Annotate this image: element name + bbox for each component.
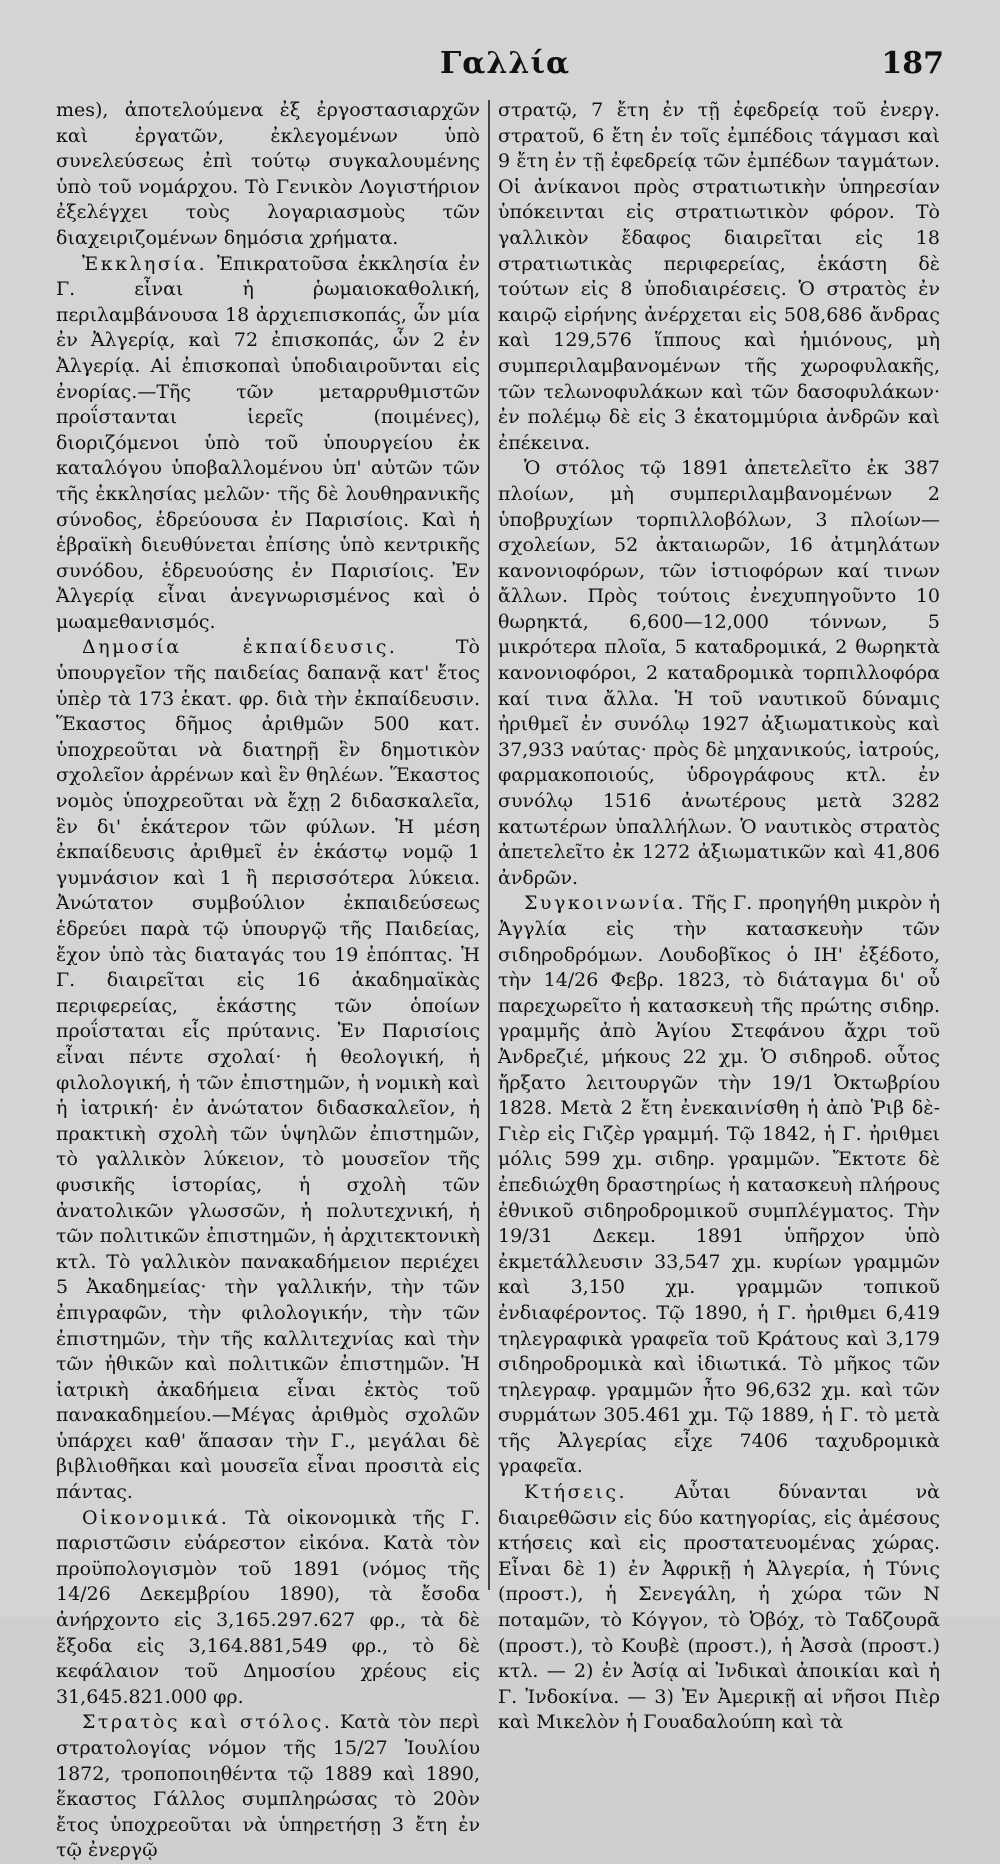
paragraph-communications [498,891,940,1480]
section-heading-army: Στρατὸς καὶ στόλος. [82,1711,333,1734]
paragraph-army-cont [498,98,940,456]
paragraph-possessions [498,1480,940,1736]
right-column [498,98,940,1734]
section-heading-church: Ἐκκλησία. [82,252,208,275]
running-title: Γαλλία [440,46,571,81]
section-heading-communications: Συγκοινωνία. [524,892,687,915]
paragraph-text: Τὸ ὑπουργεῖον τῆς παιδείας δαπανᾷ κατ' ἔτος ὑπὲρ τὰ 173 ἑκατ. φρ. διὰ τὴν ἐκπαίδευσιν. Ἕκαστος δῆμος ἀριθμῶν 500 κατ. ὑποχρεοῦται νὰ διατηρῇ ἓν δημοτικὸν σχολεῖον ἀρρένων καὶ ἓν θηλέων. Ἕκαστος νομὸς ὑποχρεοῦται νὰ ἔχῃ 2 διδασκαλεῖα, ἓν δι' ἑκάτερον τῶν φύλων. Ἡ μέση ἐκπαίδευσις ἀριθμεῖ ἐν ἑκάστῳ νομῷ 1 γυμνάσιον καὶ 1 ἢ περισσότερα λύκεια. Ἀνώτατον συμβούλιον ἐκπαιδεύσεως ἑδρεύει παρὰ τῷ ὑπουργῷ τῆς Παιδείας, ἔχον ὑπὸ τὰς διαταγάς του 19 ἐπόπτας. Ἡ Γ. διαιρεῖται εἰς 16 ἀκαδημαϊκὰς περιφερείας, ἑκάστης τῶν ὁποίων προΐσταται εἷς πρύτανις. Ἐν Παρισίοις εἶναι πέντε σχολαί· ἡ θεολογική, ἡ φιλολογική, ἡ τῶν ἐπιστημῶν, ἡ νομικὴ καὶ ἡ ἰατρική· ἐν ἀνώτατον διδασκαλεῖον, ἡ πρακτικὴ σχολὴ τῶν ὑψηλῶν ἐπιστημῶν, τὸ γαλλικὸν λύκειον, τὸ μουσεῖον τῆς φυσικῆς ἱστορίας, ἡ σχολὴ τῶν ἀνατολικῶν γλωσσῶν, ἡ πολυτεχνική, ἡ τῶν πολιτικῶν ἐπιστημῶν, ἡ ἀρχιτεκτονικὴ κτλ. Τὸ γαλλικὸν πανακαδήμειον περιέχει 5 Ἀκαδημείας· τὴν γαλλικήν, τὴν τῶν ἐπιγραφῶν, τὴν φιλολογικήν, τὴν τῶν ἐπιστημῶν, τὴν τῆς καλλιτεχνίας καὶ τὴν τῶν ἠθικῶν καὶ πολιτικῶν ἐπιστημῶν. Ἡ ἰατρικὴ ἀκαδήμεια εἶναι ἐκτὸς τοῦ πανακαδημείου.—Μέγας ἀριθμὸς σχολῶν ὑπάρχει καθ' ἅπασαν τὴν Γ., μεγάλαι δὲ βιβλιοθῆκαι καὶ μουσεῖα εἶναι προσιτὰ εἰς πάντας. [56,636,480,1504]
paragraph-courts [56,98,480,252]
paragraph-navy [498,456,940,891]
section-heading-possessions: Κτήσεις. [524,1481,628,1504]
paragraph-text: Τὰ οἰκονομικὰ τῆς Γ. παριστῶσιν εὐάρεστον εἰκόνα. Κατὰ τὸν προϋπολογισμὸν τοῦ 1891 (νόμος τῆς 14/26 Δεκεμβρίου 1890), τὰ ἔσοδα ἀνήρχοντο εἰς 3,165.297.627 φρ., τὰ δὲ ἔξοδα εἰς 3,164.881,549 φρ., τὸ δὲ κεφάλαιον τοῦ Δημοσίου χρέους εἰς 31,645.821.000 φρ. [56,1506,480,1708]
paragraph-text: mes), ἀποτελούμενα ἐξ ἐργοστασιαρχῶν καὶ ἐργατῶν, ἐκλεγομένων ὑπὸ συνελεύσεως ἐπὶ τούτῳ συγκαλουμένης ὑπὸ τοῦ νομάρχου. Τὸ Γενικὸν Λογιστήριον ἐξελέγχει τοὺς λογαριασμοὺς τῶν διαχειριζομένων δημόσια χρήματα. [56,99,480,249]
paragraph-education [56,635,480,1505]
paragraph-text: Αὗται δύνανται νὰ διαιρεθῶσιν εἰς δύο κατηγορίας, εἰς ἀμέσους κτήσεις καὶ εἰς προστατευομένας χώρας. Εἶναι δὲ 1) ἐν Ἀφρικῇ ἡ Ἀλγερία, ἡ Τύνις (προστ.), ἡ Σενεγάλη, ἡ χώρα τῶν Ν ποταμῶν, τὸ Κόγγον, τὸ Ὀβόχ, τὸ Ταδζουρᾶ (προστ.), τὸ Κουβὲ (προστ.), ἡ Ἀσσὰ (προστ.) κτλ. — 2) ἐν Ἀσίᾳ αἱ Ἰνδικαὶ ἀποικίαι καὶ ἡ Γ. Ἰνδοκίνα. — 3) Ἐν Ἀμερικῇ αἱ νῆσοι Πιὲρ καὶ Μικελὸν ἡ Γουαδαλούπη καὶ τὰ [498,1481,940,1734]
paragraph-text: Κατὰ τὸν περὶ στρατολογίας νόμον τῆς 15/27 Ἰουλίου 1872, τροποποιηθέντα τῷ 1889 καὶ 1890, ἕκαστος Γάλλος συμπληρώσας τὸ 20ὸν ἔτος ὑποχρεοῦται νὰ ὑπηρετήσῃ 3 ἔτη ἐν τῷ ἐνεργῷ [56,1711,480,1862]
paragraph-church [56,252,480,636]
running-head [0,46,1000,90]
paragraph-text: Ἐπικρατοῦσα ἐκκλησία ἐν Γ. εἶναι ἡ ῥωμαιοκαθολική, περιλαμβάνουσα 18 ἀρχιεπισκοπάς, ὧν μία ἐν Ἀλγερίᾳ, καὶ 72 ἐπισκοπάς, ὧν 2 ἐν Ἀλγερίᾳ. Αἱ ἐπισκοπαὶ ὑποδιαιροῦνται εἰς ἐνορίας.—Τῆς τῶν μεταρρυθμιστῶν προΐστανται ἱερεῖς (ποιμένες), διοριζόμενοι ὑπὸ τοῦ ὑπουργείου ἐκ καταλόγου ὑποβαλλομένου ὑπ' αὐτῶν τῶν τῆς ἐκκλησίας μελῶν· τῆς δὲ λουθηρανικῆς σύνοδος, ἑδρεύουσα ἐν Παρισίοις. Καὶ ἡ ἑβραϊκὴ διευθύνεται ἐπίσης ὑπὸ κεντρικῆς συνόδου, ἑδρευούσης ἐν Παρισίοις. Ἐν Ἀλγερίᾳ εἶναι ἀνεγνωρισμένος καὶ ὁ μωαμεθανισμός. [56,252,480,633]
page-number: 187 [881,46,944,81]
paragraph-finance [56,1506,480,1711]
paragraph-army [56,1710,480,1864]
paragraph-text: Ὁ στόλος τῷ 1891 ἀπετελεῖτο ἐκ 387 πλοίων, μὴ συμπεριλαμβανομένων 2 ὑποβρυχίων τορπιλλοβόλων, 3 πλοίων—σχολείων, 52 ἀκταιωρῶν, 16 ἀτμηλάτων κανονιοφόρων, τῶν ἱστιοφόρων καί τινων ἄλλων. Πρὸς τούτοις ἐνεχυπηγοῦντο 10 θωρηκτά, 6,600—12,000 τόννων, 5 μικρότερα πλοῖα, 5 καταδρομικά, 2 θωρηκτὰ κανονιοφόροι, 2 καταδρομικὰ τορπιλλοφόρα καί τινα ἄλλα. Ἡ τοῦ ναυτικοῦ δύναμις ἠριθμεῖ ἐν συνόλῳ 1927 ἀξιωματικοὺς καὶ 37,933 ναύτας· πρὸς δὲ μηχανικούς, ἰατρούς, φαρμακοποιούς, ὑδρογράφους κτλ. ἐν συνόλῳ 1516 ἀνωτέρους μετὰ 3282 κατωτέρων ὑπαλλήλων. Ὁ ναυτικὸς στρατὸς ἀπετελεῖτο ἐκ 1272 ἀξιωματικῶν καὶ 41,806 ἀνδρῶν. [498,457,940,889]
section-heading-finance: Οἰκονομικά. [82,1506,230,1529]
column-divider [488,100,490,1590]
paragraph-text: στρατῷ, 7 ἔτη ἐν τῇ ἐφεδρείᾳ τοῦ ἐνεργ. στρατοῦ, 6 ἔτη ἐν τοῖς ἐμπέδοις τάγμασι καὶ 9 ἔτη ἐν τῇ ἐφεδρείᾳ τῶν ἐμπέδων ταγμάτων. Οἱ ἀνίκανοι πρὸς στρατιωτικὴν ὑπηρεσίαν ὑπόκεινται εἰς στρατιωτικὸν φόρον. Τὸ γαλλικὸν ἔδαφος διαιρεῖται εἰς 18 στρατιωτικὰς περιφερείας, ἑκάστη δὲ τούτων εἰς 8 ὑποδιαιρέσεις. Ὁ στρατὸς ἐν καιρῷ εἰρήνης ἀνέρχεται εἰς 508,686 ἄνδρας καὶ 129,576 ἵππους καὶ ἡμιόνους, μὴ συμπεριλαμβανομένων τῆς χωροφυλακῆς, τῶν τελωνοφυλάκων καὶ τῶν δασοφυλάκων· ἐν πολέμῳ δὲ εἰς 3 ἑκατομμύρια ἀνδρῶν καὶ ἐπέκεινα. [498,99,940,454]
paragraph-text: Τῆς Γ. προηγήθη μικρὸν ἡ Ἀγγλία εἰς τὴν κατασκευὴν τῶν σιδηροδρόμων. Λουδοβῖκος ὁ ΙΗ' ἐξέδοτο, τὴν 14/26 Φεβρ. 1823, τὸ διάταγμα δι' οὗ παρεχωρεῖτο ἡ κατασκευὴ τῆς πρώτης σιδηρ. γραμμῆς ἀπὸ Ἁγίου Στεφάνου ἄχρι τοῦ Ἀνδρεζιέ, μήκους 22 χμ. Ὁ σιδηροδ. οὗτος ἤρξατο λειτουργῶν τὴν 19/1 Ὀκτωβρίου 1828. Μετὰ 2 ἔτη ἐνεκαινίσθη ἡ ἀπὸ Ῥιβ δὲ-Γιὲρ εἰς Γιζὲρ γραμμή. Τῷ 1842, ἡ Γ. ἠριθμει μόλις 599 χμ. σιδηρ. γραμμῶν. Ἔκτοτε δὲ ἐπεδιώχθη δραστηρίως ἡ κατασκευὴ πλήρους ἐθνικοῦ σιδηροδρομικοῦ συμπλέγματος. Τὴν 19/31 Δεκεμ. 1891 ὑπῆρχον ὑπὸ ἐκμετάλλευσιν 33,547 χμ. κυρίων γραμμῶν καὶ 3,150 χμ. γραμμῶν τοπικοῦ ἐνδιαφέροντος. Τῷ 1890, ἡ Γ. ἠριθμει 6,419 τηλεγραφικὰ γραφεῖα τοῦ Κράτους καὶ 3,179 σιδηροδρομικὰ καὶ ἰδιωτικά. Τὸ μῆκος τῶν τηλεγραφ. γραμμῶν ἦτο 96,632 χμ. καὶ τῶν συρμάτων 305.461 χμ. Τῷ 1889, ἡ Γ. τὸ μετὰ τῆς Ἀλγερίας εἶχε 7406 ταχυδρομικὰ γραφεῖα. [498,892,940,1478]
section-heading-education: Δημοσία ἐκπαίδευσις. [82,636,398,659]
left-column [56,98,480,1862]
